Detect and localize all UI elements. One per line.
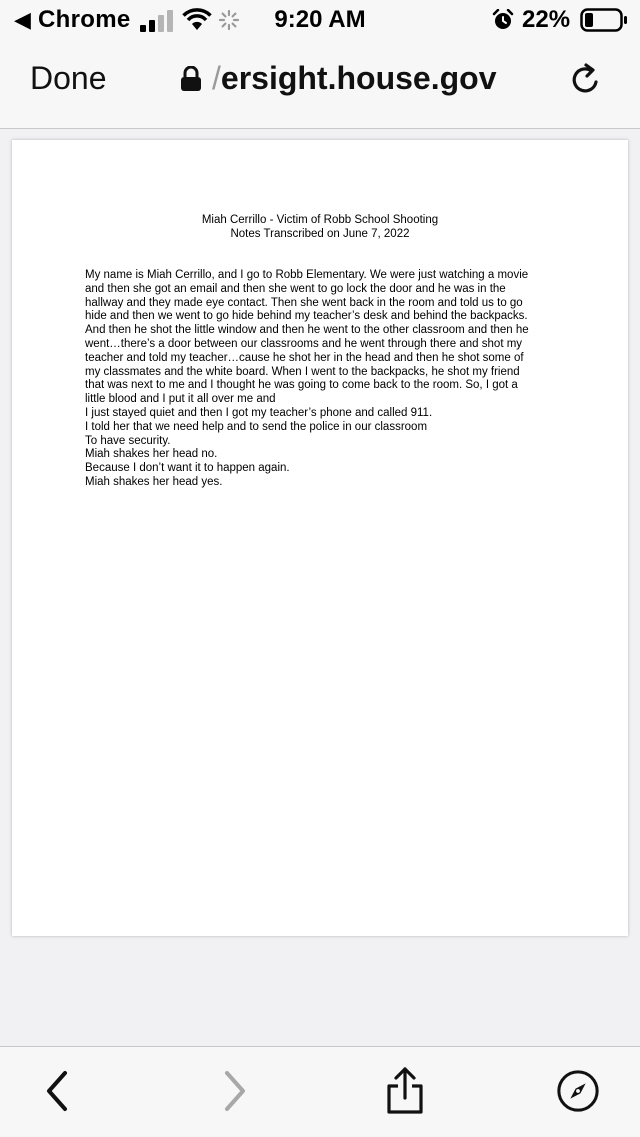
- body-line: teacher and told my teacher…cause he shot her in the head and then he shot some of: [85, 351, 524, 364]
- document-body: [85, 269, 565, 490]
- forward-button[interactable]: [212, 1069, 256, 1113]
- body-line: and then she got an email and then she went to go lock the door and he was in the: [85, 282, 506, 295]
- back-to-app-label[interactable]: Chrome: [38, 6, 131, 33]
- reload-icon[interactable]: [568, 62, 604, 103]
- lock-icon: [180, 66, 202, 97]
- document-subtitle-line: Notes Transcribed on June 7, 2022: [230, 228, 410, 240]
- share-button[interactable]: [383, 1069, 427, 1113]
- done-button[interactable]: Done: [30, 60, 107, 96]
- body-line: Because I don’t want it to happen again.: [85, 462, 290, 475]
- status-bar: [0, 0, 640, 40]
- share-icon: [383, 1066, 427, 1116]
- body-line: I just stayed quiet and then I got my teacher’s phone and called 911.: [85, 406, 433, 419]
- document-title: [12, 213, 628, 241]
- browser-toolbar: [0, 1046, 640, 1137]
- url-field[interactable]: [212, 60, 496, 97]
- clock-time: 9:20 AM: [274, 6, 366, 33]
- back-button[interactable]: [36, 1069, 80, 1113]
- body-line: Miah shakes her head no.: [85, 448, 218, 461]
- safari-button[interactable]: [556, 1069, 600, 1113]
- body-line: my classmates and the white board. When I went to the backpacks, he shot my friend: [85, 365, 520, 378]
- document-title-line: Miah Cerrillo - Victim of Robb School Shooting: [201, 214, 439, 226]
- body-line: And then he shot the little window and then he went to the other classroom and then he: [85, 324, 529, 337]
- body-line: I told her that we need help and to send the police in our classroom: [85, 420, 428, 433]
- chevron-right-icon: [219, 1069, 249, 1113]
- body-line: To have security.: [85, 434, 171, 447]
- back-triangle-icon[interactable]: ◀: [14, 7, 31, 32]
- body-line: My name is Miah Cerrillo, and I go to Robb Elementary. We were just watching a movie: [85, 269, 529, 281]
- body-line: Miah shakes her head yes.: [85, 475, 223, 488]
- body-line: hide and then we went to go hide behind my teacher’s desk and behind the backpacks.: [85, 310, 528, 323]
- body-line: went…there’s a door between our classrooms and he went through there and shot my: [85, 337, 523, 350]
- compass-icon: [556, 1068, 600, 1114]
- body-line: hallway and they made eye contact. Then she went back in the room and told us to go: [85, 296, 523, 309]
- battery-percent: 22%: [522, 6, 571, 33]
- body-line: that was next to me and I thought he was going to come back to the room. So, I got a: [85, 379, 518, 392]
- url-faded-text: /: [212, 60, 221, 96]
- body-line: little blood and I put it all over me and: [85, 393, 276, 406]
- document-page: [12, 140, 628, 936]
- battery-icon: [580, 8, 628, 37]
- url-domain: ersight.house.gov: [220, 60, 497, 96]
- browser-nav-bar: [0, 40, 640, 129]
- chevron-left-icon: [43, 1069, 73, 1113]
- alarm-icon: [492, 9, 514, 36]
